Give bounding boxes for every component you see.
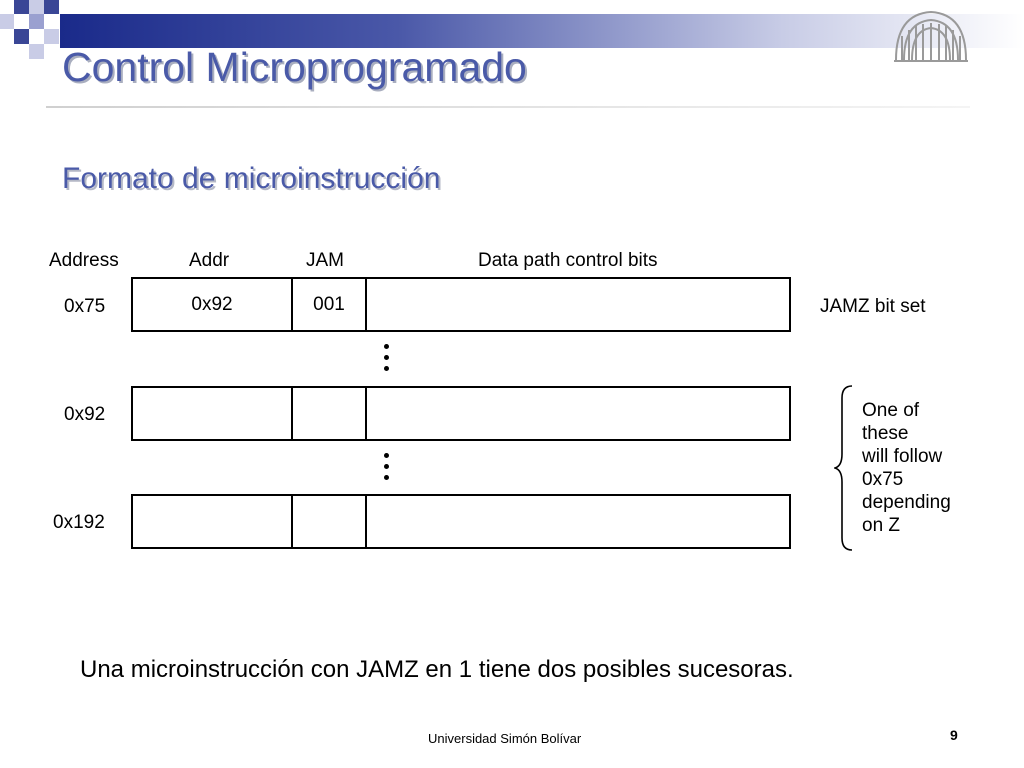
cell-addr — [133, 388, 291, 439]
cell-data — [367, 496, 789, 547]
cell-jam — [293, 496, 365, 547]
title-gradient-bar — [60, 14, 1024, 48]
cell-data — [367, 279, 789, 330]
deco-square — [44, 29, 59, 44]
cell-jam: 001 — [313, 294, 345, 315]
header-jam: JAM — [306, 250, 344, 271]
brace-note-line: will follow — [862, 446, 943, 467]
slide-caption: Una microinstrucción con JAMZ en 1 tiene dos posibles sucesoras. — [80, 656, 794, 683]
page-number: 9 — [950, 727, 958, 743]
curly-brace — [834, 384, 858, 552]
deco-square — [14, 0, 29, 14]
brace-note-line: depending — [862, 492, 951, 513]
microinstruction-row — [131, 386, 791, 441]
brace-note-line: 0x75 — [862, 469, 904, 490]
brace-note-line: One of — [862, 400, 920, 421]
header-address: Address — [49, 250, 119, 271]
deco-square — [29, 0, 44, 14]
ellipsis-dots — [381, 453, 391, 486]
cell-addr: 0x92 — [191, 294, 233, 315]
header-data-path: Data path control bits — [478, 250, 658, 271]
cell-addr — [133, 496, 291, 547]
microinstruction-row — [131, 277, 791, 332]
header-addr: Addr — [189, 250, 230, 271]
row-annotation: JAMZ bit set — [820, 296, 926, 317]
row-address-label: 0x92 — [64, 404, 106, 425]
brace-note-line: these — [862, 423, 909, 444]
footer-university: Universidad Simón Bolívar — [428, 731, 582, 746]
ellipsis-dots — [381, 344, 391, 377]
row-address-label: 0x75 — [64, 296, 106, 317]
slide-subtitle: Formato de microinstrucción — [62, 162, 441, 195]
slide-title: Control Microprogramado — [62, 44, 527, 90]
cell-jam — [293, 388, 365, 439]
deco-square — [0, 14, 14, 29]
deco-square — [44, 0, 59, 14]
brace-note — [862, 399, 951, 537]
deco-square — [29, 14, 44, 29]
cell-data — [367, 388, 789, 439]
university-logo — [890, 6, 972, 64]
deco-square — [29, 44, 44, 59]
deco-square — [14, 29, 29, 44]
row-address-label: 0x192 — [53, 512, 105, 533]
title-divider — [46, 106, 970, 108]
microinstruction-row — [131, 494, 791, 549]
brace-note-line: on Z — [862, 515, 901, 536]
